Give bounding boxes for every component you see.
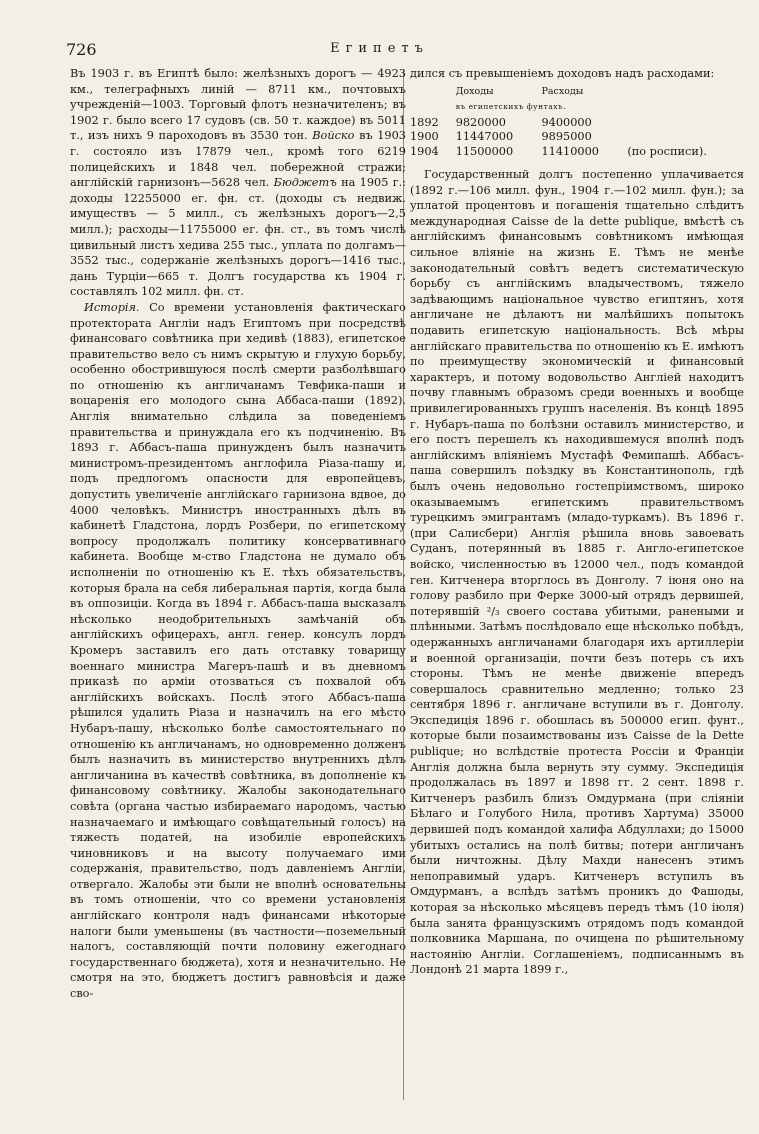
- column-header-expense: Расходы: [541, 85, 584, 97]
- page-number: 726: [66, 40, 97, 59]
- table-subheader: въ египетскихъ фунтахъ.: [455, 101, 567, 111]
- budget-table: [410, 86, 744, 160]
- table-row: 1900 11447000 9895000: [410, 130, 592, 144]
- paragraph-debt-politics: Государственный долгъ постепенно уплачивается (1892 г.—106 милл. фун., 1904 г.—102 милл. фун.); за уплатой процентовъ и погашенія тщательно слѣдитъ международная Caisse de la dette publique, вмѣстѣ съ англійскимъ финансовымъ совѣтникомъ имѣющая сильное вліяніе на жизнь Е. Тѣмъ не менѣе законодательный совѣтъ ведетъ систематическую борьбу съ англійскимъ владычествомъ, тяжело задѣвающимъ національное чувство египтянъ, хотя англичане не дѣлаютъ ни малѣйшихъ попытокъ подавить египетскую національность. Всѣ мѣры англійскаго правительства по отношенію къ Е. имѣютъ по преимуществу экономическій и финансовый характеръ, и потому водовольство Англіей находитъ почву главнымъ образомъ среди военныхъ и вообще привилегированныхъ группъ населенія. Въ концѣ 1895 г. Нубаръ-паша по болѣзни оставилъ министерство, и его постъ перешелъ къ находившемуся вполнѣ подъ англійскимъ вліяніемъ Мустафѣ Фемипашѣ. Аббасъ-паша совершилъ поѣздку въ Константинополь, гдѣ былъ очень недовольно гостепріимствомъ, широко оказываемымъ египетскимъ правительствомъ турецкимъ эмигрантамъ (младо-туркамъ). Въ 1896 г. (при Салисбери) Англія рѣшила вновь завоевать Суданъ, потерянный въ 1885 г. Англо-египетское войско, численностью въ 12000 чел., подъ командой ген. Китченера вторглось въ Донголу. 7 іюня оно на голову разбило при Феркe 3000-ый отрядъ дервишей, потерявшій ²/₃ своего состава убитыми, ранеными и плѣнными. Затѣмъ послѣдовало еще нѣсколько побѣдъ, одержанныхъ англичанами благодаря ихъ артиллеріи и военной организаціи, почти безъ потерь съ ихъ стороны. Тѣмъ не менѣе движеніе впередъ совершалось сравнительно медленно; только 23 сентября 1896 г. англичане вступили въ г. Донголу. Экспедиція 1896 г. обошлась въ 500000 егип. фунт., которые были позаимствованы изъ Caisse de la Dette publique; но вслѣдствіе протеста Россіи и Франціи Англія должна была вернуть эту сумму. Экспедиція продолжалась въ 1897 и 1898 гг. 2 сент. 1898 г. Китченеръ разбилъ близъ Омдурмана (при сліяніи Бѣлаго и Голубого Нила, противъ Хартума) 35000 дервишей подъ командой халифа Абдуллахи; до 15000 убитыхъ остались на полѣ битвы; потери англичанъ были ничтожны. Дѣлу Махди нанесенъ этимъ непоправимый ударъ. Китченеръ вступилъ въ Омдурманъ, а вслѣдъ затѣмъ проникъ до Фашоды, которая за нѣсколько мѣсяцевъ передъ тѣмъ (10 іюля) была занята французскимъ отрядомъ подъ командой полковника Маршана, по очищена по рѣшительному настоянію Англіи. Соглашеніемъ, подписаннымъ въ Лондонѣ 21 марта 1899 г.,: [410, 168, 744, 977]
- left-column: [70, 66, 406, 1002]
- italic-term-budget: Бюджетъ: [273, 176, 337, 190]
- paragraph-continued: дился съ превышеніемъ доходовъ надъ расходами:: [410, 67, 715, 80]
- table-header-row: [410, 86, 744, 101]
- italic-term-army: Войско: [312, 129, 355, 143]
- running-header: [66, 40, 693, 62]
- table-subheader-row: [410, 101, 744, 116]
- column-header-income: Доходы: [455, 85, 494, 97]
- right-column: [410, 66, 744, 978]
- paragraph-stats: Въ 1903 г. въ Египтѣ было: желѣзныхъ дорогъ — 4923 км., телеграфныхъ линій — 8711 км., почтовыхъ учрежденій—1003. Торговый флотъ незначителенъ; въ 1902 г. было всего 17 судовъ (св. 50 т. каждое) въ 5011 т., изъ нихъ 9 пароходовъ въ 3530 тон. Войско въ 1903 г. состояло изъ 17879 чел., кромѣ того 6219 полицейскихъ и 1848 чел. побережной стражи; англійскій гарнизонъ—5628 чел. Бюджетъ на 1905 г.: доходы 12255000 ег. фн. ст. (доходы съ недвиж. имуществъ — 5 милл., съ желѣзныхъ дорогъ—2,5 милл.); расходы—11755000 ег. фн. ст., въ томъ числѣ цивильный листъ хедива 255 тыс., уплата по долгамъ—3552 тыс., содержаніе желѣзныхъ дорогъ—1416 тыс., дань Турціи—665 т. Долгъ государства къ 1904 г. составлялъ 102 милл. фн. ст.: [70, 67, 407, 299]
- section-label-history: Исторія.: [84, 300, 140, 314]
- paragraph-history: Исторія. Со времени установленія фактическаго протектората Англіи надъ Египтомъ при посредствѣ финансоваго совѣтника при хедивѣ (1883), египетское правительство вело съ нимъ скрытую и глухую борьбу, особенно обострившуюся послѣ смерти разболѣвшаго по отношенію къ англичанамъ Тевфика-паши и воцаренія его молодого сына Аббаса-паши (1892). Англія внимательно слѣдила за поведеніемъ правительства и принуждала его къ подчиненію. Въ 1893 г. Аббасъ-паша принужденъ былъ назначить министромъ-президентомъ англофила Ріаза-пашу и, подъ предлогомъ опасности для европейцевъ, допустить увеличеніе англійскаго гарнизона вдвое, до 4000 человѣкъ. Министръ иностранныхъ дѣлъ въ кабинетѣ Гладстона, лордъ Розбери, по египетскому вопросу продолжалъ политику консервативнаго кабинета. Вообще м-ство Гладстона не думало объ исполненіи по отношенію къ Е. тѣхъ обязательствъ, которыя брала на себя либеральная партія, когда была въ оппозиціи. Когда въ 1894 г. Аббасъ-паша высказалъ нѣсколько неодобрительныхъ замѣчаній объ англійскихъ офицерахъ, англ. генер. консулъ лордъ Кромеръ заставилъ его дать отставку товарищу военнаго министра Магеръ-пашѣ и въ дневномъ приказѣ по арміи отозваться съ похвалой объ англійскихъ войскахъ. Послѣ этого Аббасъ-паша рѣшился удалить Ріаза и назначилъ на его мѣсто Нубаръ-пашу, нѣсколько болѣе самостоятельнаго по отношенію къ англичанамъ, но одновременно долженъ былъ назначить въ министерство внутреннихъ дѣлъ англичанина въ качествѣ совѣтника, въ дополненіе къ финансовому совѣтнику. Жалобы законодательнаго совѣта (органа частью избираемаго народомъ, частью назначаемаго и имѣющаго совѣщательный голосъ) на тяжесть податей, на изобиліе европейскихъ чиновниковъ и на высоту получаемаго ими содержанія, правительство, подъ давленіемъ Англіи, отвергало. Жалобы эти были не вполнѣ основательны въ томъ отношеніи, что со времени установленія англійскаго контроля надъ финансами нѣкоторые налоги были уменьшены (въ частности—поземельный налогъ, составляющій почти половину ежегоднаго государственнаго бюджета), хотя и незначительно. Не смотря на это, бюджетъ достигъ равновѣсія и даже сво-: [70, 300, 406, 1001]
- table-row: 1904 11500000 11410000 (по росписи).: [410, 144, 707, 158]
- table-row: 1892 9820000 9400000: [410, 115, 592, 129]
- running-title: Египетъ: [330, 41, 429, 56]
